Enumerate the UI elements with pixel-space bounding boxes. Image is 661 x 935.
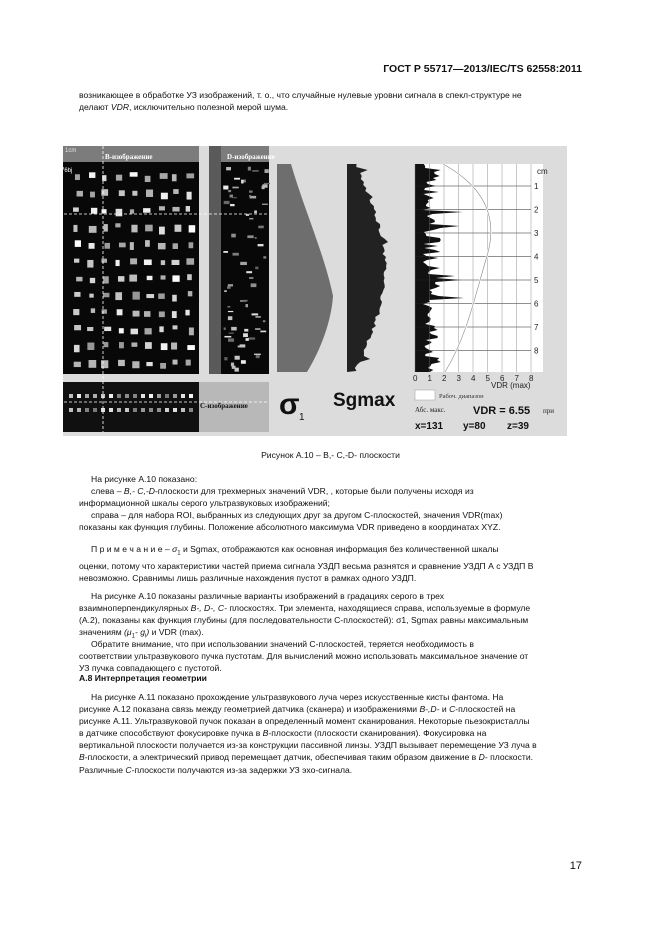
d-speckle: [252, 313, 259, 315]
b-speckle: [159, 227, 165, 235]
d-speckle: [232, 366, 236, 369]
page-number: 17: [569, 860, 582, 872]
b-speckle: [146, 190, 153, 197]
d-speckle: [241, 360, 246, 364]
c-speckle: [181, 394, 185, 398]
d-speckle: [228, 316, 232, 320]
c-speckle: [133, 408, 137, 412]
d-speckle: [224, 336, 231, 338]
d-speckle: [228, 311, 233, 312]
depth-tick-label: 1: [534, 182, 539, 191]
vdr-tick-label: 6: [500, 374, 505, 383]
d-speckle: [230, 195, 233, 198]
b-speckle: [129, 275, 137, 282]
d-speckle: [255, 316, 260, 317]
c-speckle: [133, 394, 137, 398]
b-speckle: [119, 328, 124, 333]
d-speckle: [232, 197, 237, 198]
d-speckle: [223, 251, 228, 253]
b-speckle: [87, 327, 93, 331]
vdr-tick-label: 5: [485, 374, 490, 383]
vdr-tick-label: 3: [456, 374, 461, 383]
d-speckle: [228, 338, 234, 341]
label-1cm: 1cm: [65, 148, 77, 154]
b-speckle: [145, 176, 151, 182]
b-speckle: [187, 192, 192, 200]
d-speckle: [224, 327, 226, 329]
b-speckle: [189, 242, 194, 248]
d-speckle: [248, 167, 251, 171]
b-speckle: [159, 326, 163, 332]
d-speckle: [232, 187, 238, 189]
b-speckle: [145, 240, 150, 247]
b-speckle: [146, 294, 154, 298]
b-speckle: [74, 259, 79, 263]
b-speckle: [104, 342, 109, 347]
b-speckle: [143, 208, 150, 213]
b-speckle: [89, 360, 97, 368]
b-speckle: [172, 311, 177, 318]
b-speckle: [131, 342, 137, 346]
b-speckle: [104, 327, 111, 331]
depth-tick-label: 7: [534, 323, 539, 332]
b-speckle: [173, 189, 178, 194]
b-speckle: [187, 345, 195, 350]
d-speckle: [235, 356, 240, 360]
legend-range: Рабоч. диапазон: [439, 393, 484, 400]
b-speckle: [116, 175, 122, 181]
label-d-image: D-изображение: [227, 153, 275, 161]
depth-tick-label: 5: [534, 276, 539, 285]
d-speckle: [229, 333, 234, 334]
abs-max-label: Абс. макс.: [415, 406, 446, 414]
sigma-label: σ: [279, 388, 300, 421]
sgmax-profile: [347, 164, 388, 372]
d-speckle: [262, 204, 268, 205]
b-speckle: [187, 274, 192, 280]
b-speckle: [74, 325, 81, 330]
c-speckle: [189, 408, 193, 412]
b-speckle: [146, 362, 152, 366]
depth-tick-label: 2: [534, 205, 539, 215]
b-speckle: [172, 174, 177, 181]
d-speckle: [234, 178, 240, 180]
b-speckle: [132, 292, 139, 300]
c-speckle: [189, 394, 193, 398]
c-speckle: [157, 394, 161, 398]
paragraph-attention: Обратите внимание, что при использовании значений С-плоскостей, теряется необходимость в соответствии ультразвукового пучка пустотам. Для вычислений можно использовать максимальное значение от УЗ пучка совпадающего с пустотой.: [79, 639, 529, 674]
d-speckle: [260, 331, 266, 333]
b-speckle: [159, 206, 165, 210]
b-speckle: [89, 243, 95, 249]
b-speckle: [75, 240, 81, 247]
b-speckle: [74, 292, 80, 297]
b-speckle: [145, 225, 153, 232]
b-speckle: [74, 345, 80, 352]
c-speckle: [109, 408, 113, 412]
coord-y: y=80: [463, 421, 486, 432]
label-76bj: 76bj: [61, 168, 73, 174]
b-speckle: [172, 275, 179, 281]
document-header: ГОСТ Р 55717—2013/IEC/TS 62558:2011: [383, 63, 582, 75]
b-speckle: [188, 291, 192, 296]
c-speckle: [181, 408, 185, 412]
paragraph-variants: На рисунке А.10 показаны различные варианты изображений в градациях серого в трех взаимноперпендикулярных B-, D-, C- плоскостях. Три элемента, находящиеся справа, используемые в формуле (А.2), показаны как функция глубины (для последовательности C-плоскостей): σ1, Sgmax равны максимальным значениям ($\mu_1-$ $g_i$) и VDR (max).: [79, 591, 531, 640]
c-speckle: [125, 394, 129, 398]
b-speckle: [101, 189, 108, 196]
b-speckle: [158, 243, 166, 249]
figure-description: На рисунке А.10 показано: слева – B,- C,-D-плоскости для трехмерных значений VDR, , которые были получены исходя из информационной шкалы серого ультразвуковых изображений; справа – для набора ROI, выбранных из следующих друг за другом C-плоскостей, значения VDR(max) показаны как функция глубины. Положение абсолютного максимума VDR приведено в координатах XYZ.: [79, 474, 503, 533]
b-speckle: [159, 311, 165, 317]
b-speckle: [189, 327, 194, 335]
d-speckle: [246, 338, 249, 341]
b-speckle: [171, 343, 177, 350]
b-speckle: [175, 225, 182, 232]
d-speckle: [249, 218, 253, 220]
b-speckle: [186, 173, 194, 178]
b-speckle: [75, 174, 80, 180]
b-speckle: [90, 192, 95, 198]
c-speckle: [141, 394, 145, 398]
d-speckle: [240, 262, 247, 265]
b-speckle: [173, 243, 178, 249]
b-speckle: [118, 360, 125, 366]
d-speckle: [232, 253, 238, 256]
b-speckle: [101, 259, 107, 263]
b-speckle: [116, 260, 120, 266]
d-speckle: [263, 256, 266, 258]
d-speckle: [241, 180, 244, 184]
figure-a10: [63, 146, 567, 436]
d-speckle: [230, 204, 235, 206]
b-speckle: [91, 208, 97, 214]
b-speckle: [130, 172, 138, 176]
d-speckle: [248, 337, 255, 339]
b-speckle: [119, 190, 125, 196]
sigma-subscript: 1: [299, 412, 305, 423]
c-speckle: [157, 408, 161, 412]
d-speckle: [243, 300, 248, 302]
section-heading: А.8 Интерпретация геометрии: [79, 673, 207, 683]
b-speckle: [131, 225, 137, 233]
b-speckle: [73, 309, 79, 315]
b-speckle: [186, 258, 194, 264]
b-speckle: [130, 209, 134, 213]
c-speckle: [149, 394, 153, 398]
d-speckle: [231, 234, 236, 238]
d-speckle: [224, 290, 227, 292]
c-speckle: [117, 394, 121, 398]
b-speckle: [161, 260, 165, 265]
d-speckle: [226, 167, 231, 170]
sigma-profile: [277, 164, 333, 372]
note-paragraph: П р и м е ч а н и е – $\sigma_1$ и Sgmax, отображаются как основная информация без количественной шкалы оценки, потому что характеристики частей приема сигнала УЗДП весьма разнятся и сравнение УЗДП А с УЗДП В невозможно. Сравнимы лишь различные нахождения пустот в рамках одного УЗДП.: [79, 544, 534, 583]
b-speckle: [116, 209, 123, 216]
d-speckle: [228, 190, 231, 192]
c-speckle: [173, 408, 177, 412]
b-speckle: [144, 311, 150, 317]
c-speckle: [85, 408, 89, 412]
d-speckle: [252, 170, 258, 171]
b-speckle: [91, 308, 95, 313]
intro-paragraph: возникающее в обработке УЗ изображений, т. о., что случайные нулевые уровни сигнала в спекл-структуре не делают VDR, исключительно полезной мерой шума.: [79, 90, 522, 113]
paragraph-geometry: На рисунке А.11 показано прохождение ультразвукового луча через искусственные кисты фантома. На рисунке А.12 показана связь между геометрией датчика (сканера) и изображениями B-,D- и C-плоскостей на рисунке А.11. Ультразвуковой пучок показан в определенный момент сканирования. Некоторые пьезокристаллы в датчике способствуют фокусировке пучка в B-плоскости (плоскости сканирования). Фокусировка на вертикальной плоскости получается из-за конструкции пассивной линзы. УЗДП вызывает перемещение УЗ луча в B-плоскости, а электрический привод перемещает датчик, обеспечивая таким образом движение в D- плоскости. Различные C-плоскости получаются из-за задержки УЗ эхо-сигнала.: [79, 692, 537, 775]
c-speckle: [141, 408, 145, 412]
d-speckle: [256, 355, 260, 358]
b-speckle: [90, 278, 95, 283]
coord-x: x=131: [415, 421, 444, 432]
b-speckle: [119, 342, 124, 348]
d-speckle: [249, 195, 251, 197]
b-speckle: [172, 295, 177, 302]
vdr-at-label: при: [543, 407, 554, 415]
d-speckle: [264, 183, 270, 184]
d-speckle: [254, 354, 261, 355]
b-speckle: [77, 191, 83, 197]
b-speckle: [103, 293, 109, 297]
vdr-value: VDR = 6.55: [473, 405, 531, 417]
label-b-image: B-изображение: [105, 153, 153, 161]
d-speckle: [254, 210, 257, 213]
d-speckle: [245, 304, 247, 307]
d-speckle: [227, 286, 231, 289]
d-speckle: [224, 201, 230, 204]
b-speckle: [74, 362, 81, 367]
b-speckle: [144, 260, 152, 266]
figure-caption: Рисунок А.10 – B,- C,-D- плоскости: [261, 450, 400, 460]
c-speckle: [93, 394, 97, 398]
b-speckle: [87, 260, 93, 268]
c-speckle: [69, 394, 73, 398]
depth-tick-label: 8: [534, 346, 539, 356]
vdr-tick-label: 7: [514, 374, 519, 383]
c-speckle: [173, 394, 177, 398]
c-speckle: [85, 394, 89, 398]
d-speckle: [263, 320, 265, 322]
b-speckle: [105, 243, 110, 249]
b-speckle: [133, 311, 140, 317]
b-speckle: [161, 275, 166, 279]
b-speckle: [147, 276, 153, 280]
c-speckle: [117, 408, 121, 412]
depth-tick-label: 6: [534, 299, 539, 309]
d-speckle: [262, 184, 267, 187]
d-speckle: [255, 267, 258, 270]
label-c-image: C-изображение: [200, 402, 248, 410]
b-speckle: [189, 225, 196, 232]
b-speckle: [76, 277, 82, 282]
b-speckle: [103, 276, 109, 283]
b-speckle: [115, 292, 122, 300]
d-speckle: [231, 327, 237, 331]
d-speckle: [251, 283, 257, 287]
b-speckle: [102, 209, 107, 213]
vdr-tick-label: 8: [529, 374, 534, 383]
b-speckle: [131, 329, 138, 335]
cm-label: cm: [537, 167, 548, 176]
d-speckle: [249, 277, 253, 279]
d-speckle: [228, 284, 233, 286]
d-speckle: [243, 333, 248, 337]
b-speckle: [73, 207, 79, 211]
d-speckle: [264, 169, 268, 173]
b-speckle: [172, 260, 180, 265]
b-speckle: [102, 309, 107, 313]
d-speckle: [258, 226, 264, 229]
d-speckle: [238, 346, 244, 348]
b-speckle: [119, 243, 126, 248]
b-speckle: [101, 360, 108, 368]
b-speckle: [115, 223, 120, 227]
b-speckle: [185, 310, 189, 316]
b-speckle: [132, 191, 137, 196]
c-speckle: [125, 408, 129, 412]
c-speckle: [149, 408, 153, 412]
coord-z: z=39: [507, 421, 529, 432]
vdr-tick-label: 2: [442, 374, 447, 383]
b-speckle: [89, 226, 97, 233]
b-speckle: [130, 258, 137, 264]
depth-tick-label: 4: [534, 252, 539, 262]
figure-a10-graphic: [63, 146, 567, 436]
d-image-strip: [209, 146, 221, 374]
c-speckle: [69, 408, 73, 412]
b-speckle: [173, 360, 178, 365]
b-speckle: [118, 276, 124, 282]
c-speckle: [109, 394, 113, 398]
depth-tick-label: 3: [534, 229, 539, 238]
b-speckle: [172, 207, 179, 212]
b-speckle: [186, 206, 190, 212]
d-speckle: [255, 237, 257, 239]
b-speckle: [186, 360, 191, 366]
d-speckle: [227, 306, 230, 307]
d-speckle: [258, 244, 264, 246]
d-speckle: [244, 329, 248, 332]
d-speckle: [255, 328, 260, 329]
c-speckle: [77, 408, 81, 412]
b-speckle: [89, 294, 93, 298]
b-speckle: [160, 173, 168, 179]
c-speckle: [165, 394, 169, 398]
d-speckle: [223, 186, 228, 190]
b-speckle: [130, 242, 134, 250]
b-speckle: [160, 363, 166, 369]
b-speckle: [161, 343, 168, 350]
sgmax-label: Sgmax: [333, 390, 396, 411]
b-speckle: [161, 193, 168, 200]
vdr-axis-label: VDR (max): [491, 381, 531, 390]
b-speckle: [89, 172, 95, 178]
d-speckle: [243, 180, 246, 183]
vdr-tick-label: 1: [427, 374, 432, 383]
vdr-tick-label: 4: [471, 374, 476, 383]
b-speckle: [87, 343, 94, 350]
d-speckle: [224, 357, 227, 360]
b-speckle: [132, 361, 139, 368]
b-speckle: [104, 224, 108, 232]
b-speckle: [145, 342, 152, 349]
d-speckle: [249, 190, 253, 192]
legend-swatch: [415, 390, 435, 400]
b-speckle: [173, 325, 178, 329]
c-speckle: [93, 408, 97, 412]
vdr-tick-label: 0: [413, 374, 418, 383]
b-speckle: [158, 293, 165, 298]
d-speckle: [247, 235, 253, 238]
c-speckle: [77, 394, 81, 398]
b-speckle: [117, 309, 123, 315]
b-speckle: [145, 328, 152, 334]
b-speckle: [73, 225, 77, 232]
d-speckle: [246, 271, 252, 273]
c-speckle: [165, 408, 169, 412]
